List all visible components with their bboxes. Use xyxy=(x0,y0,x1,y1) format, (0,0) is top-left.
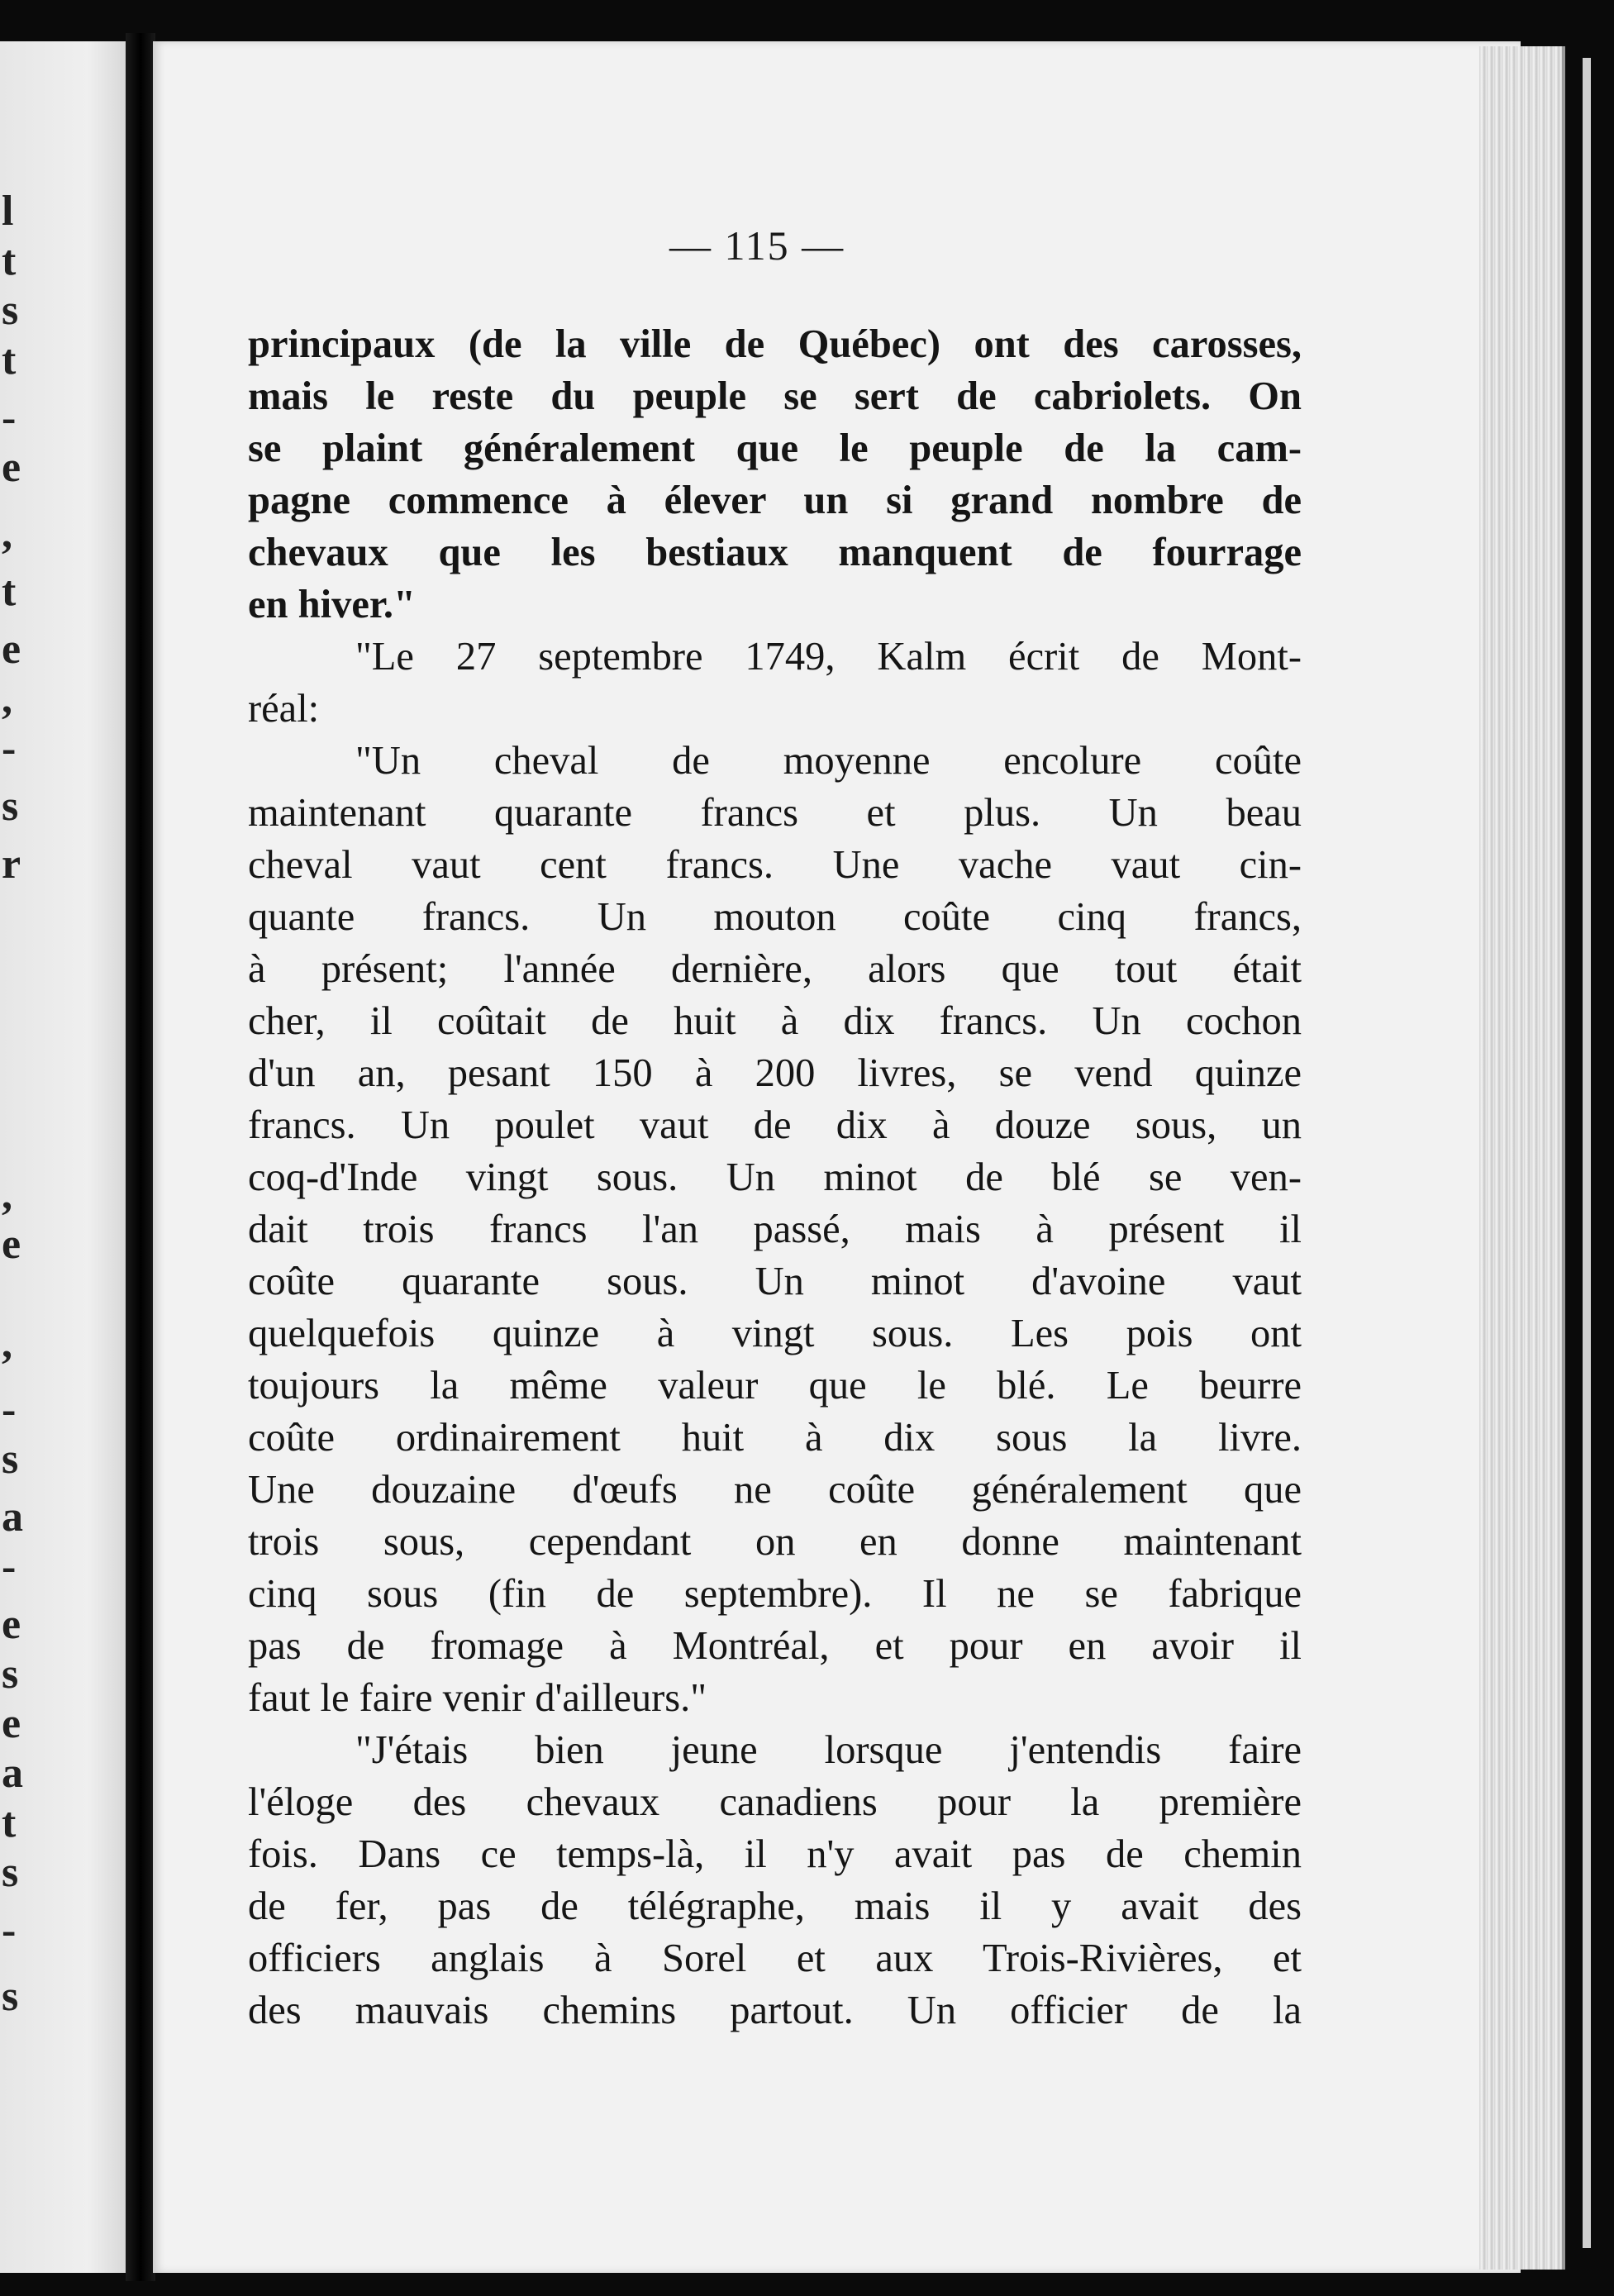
body-text xyxy=(248,318,1302,2036)
left-page-fragment: - xyxy=(2,1543,17,1590)
left-page-fragment: , xyxy=(2,675,12,722)
left-page-fragment: - xyxy=(2,1907,17,1954)
left-page-fragment: r xyxy=(2,841,21,888)
text-line: dait trois francs l'an passé, mais à présent il xyxy=(248,1208,1302,1251)
back-cover-edge xyxy=(1583,58,1591,2248)
text-line: à présent; l'année dernière, alors que tout était xyxy=(248,947,1302,991)
text-line: des mauvais chemins partout. Un officier de la xyxy=(248,1989,1302,2032)
text-line: francs. Un poulet vaut de dix à douze sous, un xyxy=(248,1103,1302,1147)
text-line: quante francs. Un mouton coûte cinq francs, xyxy=(248,895,1302,939)
left-page-fragment: - xyxy=(2,1386,17,1433)
book-gutter xyxy=(126,33,155,2281)
text-line: coq-d'Inde vingt sous. Un minot de blé se ven- xyxy=(248,1155,1302,1199)
left-page-fragment: s xyxy=(2,287,19,334)
left-page-fragment: , xyxy=(2,1320,12,1367)
left-page-fragment: e xyxy=(2,1221,21,1268)
text-line: en hiver." xyxy=(248,583,416,626)
text-line: trois sous, cependant on en donne maintenant xyxy=(248,1520,1302,1564)
left-page-fragment: - xyxy=(2,394,17,441)
left-page-fragment: s xyxy=(2,1436,19,1483)
text-line: chevaux que les bestiaux manquent de fourrage xyxy=(248,531,1302,574)
left-page-fragment: , xyxy=(2,510,12,557)
left-page-fragment: e xyxy=(2,1601,21,1648)
text-line: cher, il coûtait de huit à dix francs. Un cochon xyxy=(248,999,1302,1043)
left-page-fragment: s xyxy=(2,1651,19,1698)
text-line: officiers anglais à Sorel et aux Trois-Rivières, et xyxy=(248,1936,1302,1980)
text-line: fois. Dans ce temps-là, il n'y avait pas de chemin xyxy=(248,1832,1302,1876)
left-facing-page xyxy=(0,41,126,2273)
left-page-fragment: e xyxy=(2,444,21,491)
left-page-fragment: s xyxy=(2,783,19,830)
text-line: l'éloge des chevaux canadiens pour la première xyxy=(248,1780,1302,1824)
text-line: principaux (de la ville de Québec) ont des carosses, xyxy=(248,322,1302,366)
text-line: coûte quarante sous. Un minot d'avoine vaut xyxy=(248,1260,1302,1303)
page-number: — 115 — xyxy=(669,222,845,269)
left-page-fragment: s xyxy=(2,1973,19,2020)
text-line: "Le 27 septembre 1749, Kalm écrit de Mont- xyxy=(355,635,1302,679)
left-page-fragment: l xyxy=(2,188,14,235)
text-line: toujours la même valeur que le blé. Le beurre xyxy=(248,1364,1302,1408)
text-line: coûte ordinairement huit à dix sous la livre. xyxy=(248,1416,1302,1460)
left-page-fragment: t xyxy=(2,237,17,284)
text-line: cinq sous (fin de septembre). Il ne se fabrique xyxy=(248,1572,1302,1616)
left-page-fragment: a xyxy=(2,1493,23,1541)
text-line: pagne commence à élever un si grand nombre de xyxy=(248,479,1302,522)
left-page-fragment: e xyxy=(2,626,21,673)
text-line: pas de fromage à Montréal, et pour en avoir il xyxy=(248,1624,1302,1668)
left-page-text-fragments xyxy=(0,41,33,2273)
text-line: "Un cheval de moyenne encolure coûte xyxy=(355,739,1302,783)
text-line: de fer, pas de télégraphe, mais il y avait des xyxy=(248,1884,1302,1928)
left-page-fragment: t xyxy=(2,1799,17,1846)
left-page-fragment: s xyxy=(2,1849,19,1896)
left-page-fragment: e xyxy=(2,1700,21,1747)
text-line: cheval vaut cent francs. Une vache vaut cin- xyxy=(248,843,1302,887)
left-page-fragment: - xyxy=(2,725,17,772)
left-page-fragment: a xyxy=(2,1750,23,1797)
text-line: Une douzaine d'œufs ne coûte généralement que xyxy=(248,1468,1302,1512)
left-page-fragment: t xyxy=(2,336,17,383)
text-line: réal: xyxy=(248,687,320,731)
text-line: d'un an, pesant 150 à 200 livres, se vend quinze xyxy=(248,1051,1302,1095)
text-line: mais le reste du peuple se sert de cabriolets. On xyxy=(248,374,1302,418)
text-line: faut le faire venir d'ailleurs." xyxy=(248,1676,707,1720)
text-line: maintenant quarante francs et plus. Un beau xyxy=(248,791,1302,835)
text-line: se plaint généralement que le peuple de la cam- xyxy=(248,426,1302,470)
page-stack-edge xyxy=(1479,46,1565,2270)
text-line: "J'étais bien jeune lorsque j'entendis faire xyxy=(355,1728,1302,1772)
text-line: quelquefois quinze à vingt sous. Les pois ont xyxy=(248,1312,1302,1355)
left-page-fragment: t xyxy=(2,568,17,615)
left-page-fragment: , xyxy=(2,1171,12,1218)
